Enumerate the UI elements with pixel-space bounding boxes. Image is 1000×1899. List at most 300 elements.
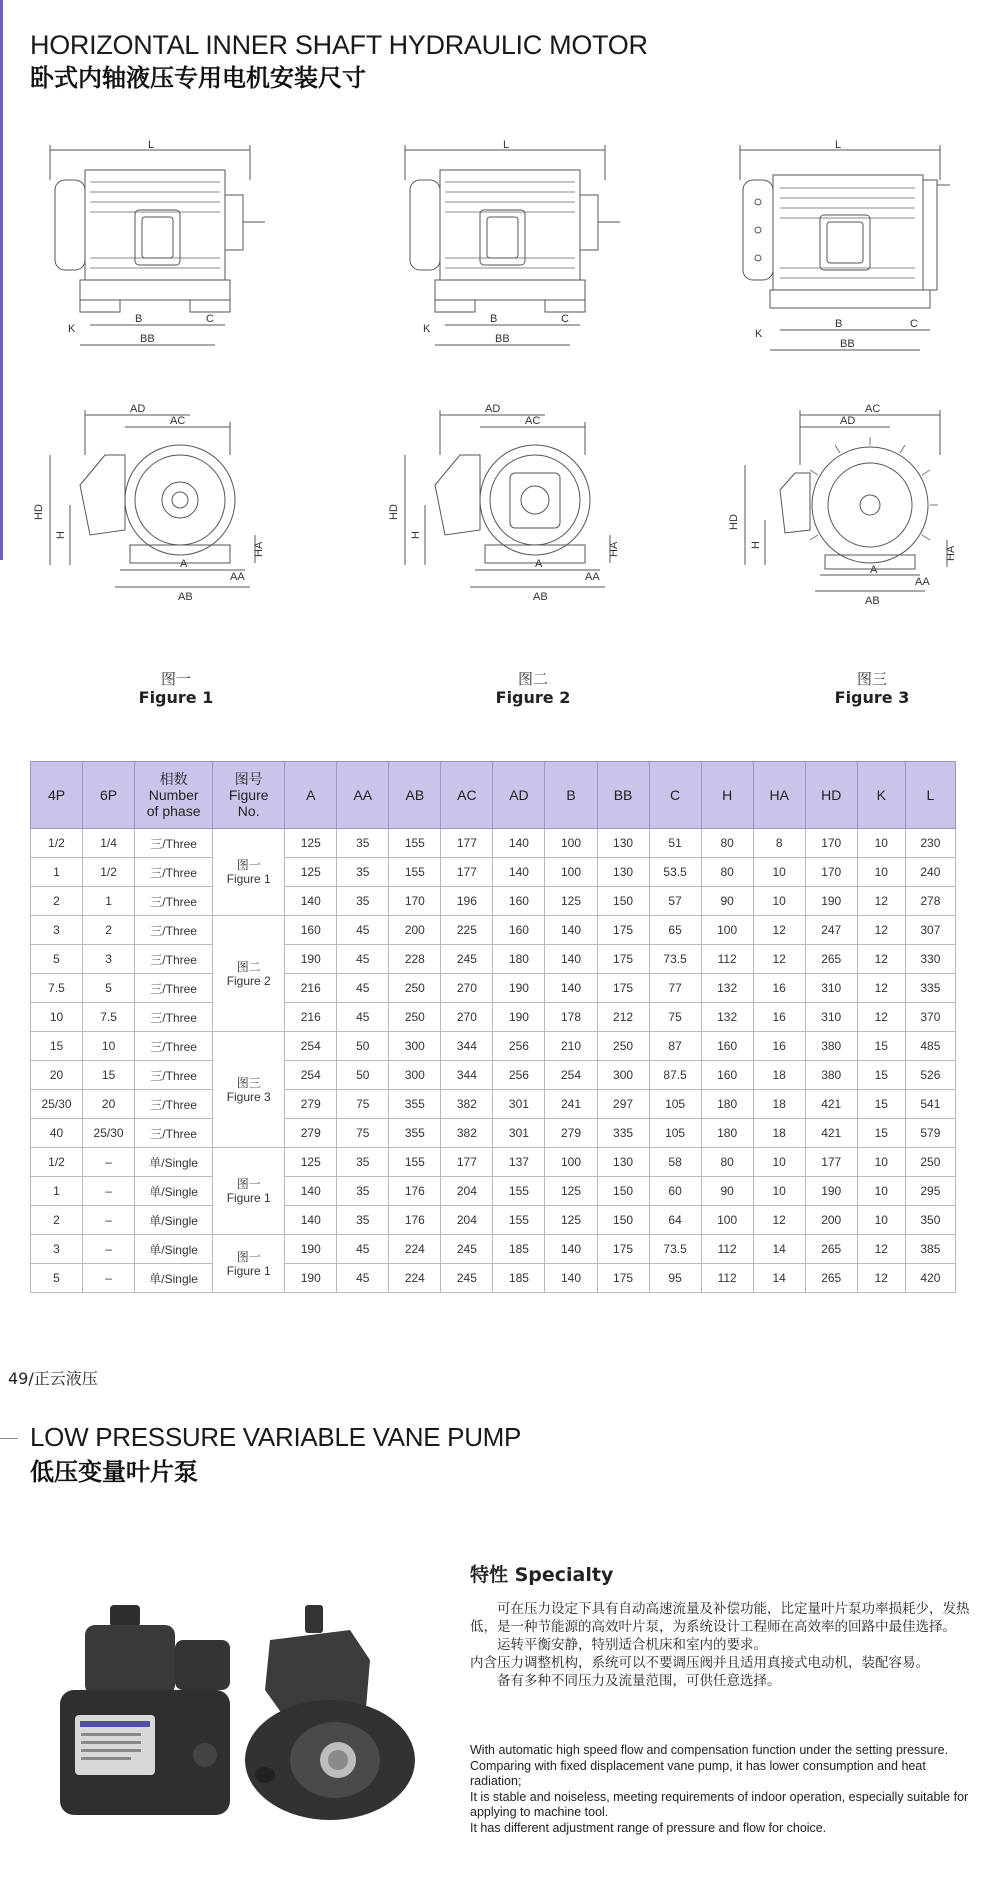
table-row: [31, 1206, 956, 1235]
table-row: [31, 1003, 956, 1032]
table-header-cell: K: [857, 762, 905, 829]
table-cell: 150: [597, 1206, 649, 1235]
table-header-cell: AD: [493, 762, 545, 829]
table-cell: 12: [857, 1003, 905, 1032]
table-cell: 137: [493, 1148, 545, 1177]
svg-text:C: C: [910, 318, 918, 330]
table-row: [31, 945, 956, 974]
table-cell: 87.5: [649, 1061, 701, 1090]
table-cell: 265: [805, 945, 857, 974]
table-cell: 50: [337, 1061, 389, 1090]
table-cell: 310: [805, 1003, 857, 1032]
svg-text:AD: AD: [840, 415, 856, 427]
table-cell: 175: [597, 1264, 649, 1293]
table-cell: 190: [493, 974, 545, 1003]
table-cell: 15: [857, 1119, 905, 1148]
svg-text:K: K: [68, 323, 76, 335]
table-cell: 185: [493, 1235, 545, 1264]
svg-text:B: B: [835, 318, 843, 330]
table-cell: 100: [545, 1148, 597, 1177]
table-cell: 190: [285, 945, 337, 974]
table-cell: 380: [805, 1032, 857, 1061]
table-cell: 三/Three: [135, 916, 213, 945]
table-cell: –: [83, 1177, 135, 1206]
table-header-cell: HD: [805, 762, 857, 829]
table-cell: 256: [493, 1061, 545, 1090]
table-header-cell: B: [545, 762, 597, 829]
table-cell: 三/Three: [135, 945, 213, 974]
table-cell: 三/Three: [135, 974, 213, 1003]
table-row: [31, 974, 956, 1003]
table-cell: 16: [753, 974, 805, 1003]
table-cell: 16: [753, 1003, 805, 1032]
table-header-cell: H: [701, 762, 753, 829]
table-cell: 45: [337, 1264, 389, 1293]
table-cell: 265: [805, 1235, 857, 1264]
table-cell: 125: [285, 829, 337, 858]
table-cell: 130: [597, 829, 649, 858]
svg-text:AA: AA: [585, 571, 600, 583]
table-cell: 12: [857, 887, 905, 916]
table-cell: 单/Single: [135, 1177, 213, 1206]
table-cell: 7.5: [83, 1003, 135, 1032]
table-cell: –: [83, 1264, 135, 1293]
table-cell: 18: [753, 1090, 805, 1119]
svg-text:AB: AB: [178, 591, 193, 603]
table-cell: 177: [441, 1148, 493, 1177]
table-cell: 155: [493, 1177, 545, 1206]
table-cell: 140: [285, 1206, 337, 1235]
specialty-title: 特性 Specialty: [470, 1564, 614, 1586]
en-paragraph: It has different adjustment range of pressure and flow for choice.: [470, 1820, 827, 1835]
table-cell: 177: [441, 858, 493, 887]
table-cell: 45: [337, 916, 389, 945]
table-cell: 420: [905, 1264, 955, 1293]
svg-text:AC: AC: [170, 415, 186, 427]
table-cell: 1: [31, 858, 83, 887]
table-cell: 73.5: [649, 1235, 701, 1264]
table-cell: 204: [441, 1206, 493, 1235]
table-cell: 140: [545, 916, 597, 945]
svg-text:B: B: [490, 313, 498, 325]
table-cell: 300: [389, 1061, 441, 1090]
table-cell: 5: [31, 1264, 83, 1293]
table-cell: 224: [389, 1264, 441, 1293]
table-cell: 12: [753, 1206, 805, 1235]
en-paragraph: With automatic high speed flow and compensation function under the setting pressure. Comparing with fixed displacement vane pump, it has lower consumption and heat radiation;: [470, 1743, 949, 1788]
table-cell: 单/Single: [135, 1235, 213, 1264]
table-cell: 10: [753, 1148, 805, 1177]
table-cell: 35: [337, 887, 389, 916]
table-cell: 212: [597, 1003, 649, 1032]
table-cell: 25/30: [83, 1119, 135, 1148]
svg-text:A: A: [180, 558, 188, 570]
svg-text:HD: HD: [388, 504, 400, 520]
svg-text:L: L: [503, 140, 510, 151]
figure-group-cell: 图二 Figure 2: [213, 916, 285, 1032]
table-cell: 125: [285, 858, 337, 887]
table-cell: 160: [701, 1061, 753, 1090]
svg-text:AD: AD: [485, 403, 501, 415]
svg-text:BB: BB: [140, 333, 155, 345]
table-cell: 75: [649, 1003, 701, 1032]
table-cell: 100: [701, 916, 753, 945]
table-cell: 190: [493, 1003, 545, 1032]
en-paragraph: It is stable and noiseless, meeting requirements of indoor operation, especially suitable for applying to machine tool.: [470, 1789, 969, 1819]
table-cell: 216: [285, 1003, 337, 1032]
table-cell: 15: [31, 1032, 83, 1061]
table-cell: 10: [857, 1206, 905, 1235]
cn-paragraph: 备有多种不同压力及流量范围，可供任意选择。: [470, 1673, 781, 1689]
svg-text:HA: HA: [253, 541, 265, 557]
table-cell: 单/Single: [135, 1206, 213, 1235]
table-cell: 185: [493, 1264, 545, 1293]
figure-group-cell: 图一 Figure 1: [213, 1235, 285, 1293]
table-cell: 265: [805, 1264, 857, 1293]
dimension-table: [30, 761, 956, 1293]
table-cell: 14: [753, 1235, 805, 1264]
table-cell: –: [83, 1206, 135, 1235]
svg-text:H: H: [410, 531, 422, 539]
table-cell: 57: [649, 887, 701, 916]
cn-paragraph: 可在压力设定下具有自动高速流量及补偿功能，比定量叶片泵功率损耗少，发热低，是一种节能源的高效叶片泵，为系统设计工程师在高效率的回路中最佳选择。: [470, 1601, 970, 1635]
table-cell: 15: [857, 1032, 905, 1061]
table-cell: 160: [701, 1032, 753, 1061]
table-cell: 三/Three: [135, 1032, 213, 1061]
table-cell: 245: [441, 945, 493, 974]
table-cell: 175: [597, 916, 649, 945]
table-cell: 204: [441, 1177, 493, 1206]
table-cell: 140: [545, 1235, 597, 1264]
table-cell: 140: [545, 945, 597, 974]
table-cell: 2: [31, 887, 83, 916]
figure-group-cell: 图三 Figure 3: [213, 1032, 285, 1148]
table-cell: 247: [805, 916, 857, 945]
table-row: [31, 887, 956, 916]
table-cell: 180: [701, 1090, 753, 1119]
table-cell: 190: [285, 1264, 337, 1293]
table-cell: 10: [857, 829, 905, 858]
table-cell: 344: [441, 1032, 493, 1061]
table-cell: 三/Three: [135, 887, 213, 916]
svg-text:HA: HA: [608, 541, 620, 557]
table-cell: 1/2: [31, 1148, 83, 1177]
figure3-label-cn: 图三: [856, 670, 887, 688]
table-cell: 297: [597, 1090, 649, 1119]
table-row: [31, 1090, 956, 1119]
table-cell: 100: [545, 858, 597, 887]
table-cell: 35: [337, 829, 389, 858]
table-row: [31, 1177, 956, 1206]
table-cell: 270: [441, 1003, 493, 1032]
svg-text:A: A: [535, 558, 543, 570]
svg-text:K: K: [423, 323, 431, 335]
table-cell: 三/Three: [135, 1090, 213, 1119]
table-cell: 15: [83, 1061, 135, 1090]
specialty-cn-text: [470, 1600, 978, 1690]
table-cell: 421: [805, 1090, 857, 1119]
cn-paragraph: 内含压力调整机构，系统可以不要调压阀并且适用真接式电动机，装配容易。: [470, 1655, 929, 1671]
svg-text:BB: BB: [495, 333, 510, 345]
table-cell: 200: [389, 916, 441, 945]
table-cell: 190: [805, 887, 857, 916]
table-cell: 7.5: [31, 974, 83, 1003]
table-cell: 300: [389, 1032, 441, 1061]
table-cell: 64: [649, 1206, 701, 1235]
table-cell: 65: [649, 916, 701, 945]
table-cell: 12: [753, 916, 805, 945]
table-cell: 301: [493, 1119, 545, 1148]
table-cell: 250: [905, 1148, 955, 1177]
section2-title-en: LOW PRESSURE VARIABLE VANE PUMP: [30, 1422, 522, 1452]
table-cell: 170: [805, 858, 857, 887]
table-cell: 130: [597, 858, 649, 887]
table-header-cell: BB: [597, 762, 649, 829]
table-cell: 40: [31, 1119, 83, 1148]
table-cell: 176: [389, 1177, 441, 1206]
table-cell: 80: [701, 1148, 753, 1177]
table-cell: 73.5: [649, 945, 701, 974]
svg-text:H: H: [750, 541, 762, 549]
table-cell: 132: [701, 1003, 753, 1032]
section-divider: [0, 1438, 18, 1439]
table-cell: 1/2: [31, 829, 83, 858]
svg-text:AB: AB: [533, 591, 548, 603]
table-row: [31, 1148, 956, 1177]
table-cell: 100: [701, 1206, 753, 1235]
table-cell: 12: [857, 1264, 905, 1293]
specialty-en-text: [470, 1743, 978, 1836]
table-cell: 350: [905, 1206, 955, 1235]
table-cell: 370: [905, 1003, 955, 1032]
table-cell: 80: [701, 858, 753, 887]
svg-text:L: L: [835, 140, 842, 151]
table-cell: 175: [597, 945, 649, 974]
table-cell: 5: [31, 945, 83, 974]
table-cell: 177: [805, 1148, 857, 1177]
table-cell: 300: [597, 1061, 649, 1090]
table-cell: 三/Three: [135, 1061, 213, 1090]
section-title-en: HORIZONTAL INNER SHAFT HYDRAULIC MOTOR: [30, 30, 648, 60]
table-row: [31, 1061, 956, 1090]
table-cell: 35: [337, 1206, 389, 1235]
figure2-front-view: [385, 395, 645, 625]
table-cell: 3: [31, 916, 83, 945]
svg-text:HA: HA: [945, 545, 957, 561]
table-cell: 25/30: [31, 1090, 83, 1119]
table-cell: 15: [857, 1090, 905, 1119]
table-cell: 140: [285, 1177, 337, 1206]
table-cell: 105: [649, 1090, 701, 1119]
table-cell: 45: [337, 1235, 389, 1264]
table-cell: 196: [441, 887, 493, 916]
table-cell: 224: [389, 1235, 441, 1264]
table-cell: 155: [493, 1206, 545, 1235]
figure1-side-view: [40, 140, 280, 360]
svg-text:AC: AC: [525, 415, 541, 427]
table-cell: 50: [337, 1032, 389, 1061]
table-cell: 2: [31, 1206, 83, 1235]
table-cell: 2: [83, 916, 135, 945]
svg-text:H: H: [55, 531, 67, 539]
table-cell: 279: [285, 1090, 337, 1119]
table-cell: 1: [31, 1177, 83, 1206]
table-cell: 250: [389, 1003, 441, 1032]
table-cell: 310: [805, 974, 857, 1003]
page-footer: 49/正云液压: [8, 1369, 98, 1388]
table-cell: 10: [857, 1148, 905, 1177]
table-cell: 130: [597, 1148, 649, 1177]
table-cell: 254: [285, 1061, 337, 1090]
svg-text:AA: AA: [230, 571, 245, 583]
table-header-cell: 相数 Number of phase: [135, 762, 213, 829]
table-cell: 80: [701, 829, 753, 858]
figure2-side-view: [395, 140, 635, 360]
table-cell: 15: [857, 1061, 905, 1090]
table-row: [31, 829, 956, 858]
table-cell: –: [83, 1148, 135, 1177]
table-cell: 140: [545, 1264, 597, 1293]
figure3-front-view: [725, 395, 975, 625]
table-cell: 279: [285, 1119, 337, 1148]
table-cell: 175: [597, 974, 649, 1003]
table-header-cell: AB: [389, 762, 441, 829]
svg-text:C: C: [561, 313, 569, 325]
table-cell: 10: [857, 1177, 905, 1206]
table-cell: 140: [545, 974, 597, 1003]
table-cell: 105: [649, 1119, 701, 1148]
table-cell: 1/2: [83, 858, 135, 887]
svg-text:AC: AC: [865, 403, 881, 415]
table-cell: 10: [83, 1032, 135, 1061]
table-cell: 18: [753, 1119, 805, 1148]
table-cell: 579: [905, 1119, 955, 1148]
svg-text:HD: HD: [33, 504, 45, 520]
table-row: [31, 1264, 956, 1293]
svg-text:AD: AD: [130, 403, 146, 415]
table-cell: 12: [753, 945, 805, 974]
table-cell: 112: [701, 1235, 753, 1264]
table-cell: 125: [545, 1177, 597, 1206]
table-cell: 87: [649, 1032, 701, 1061]
table-cell: 51: [649, 829, 701, 858]
table-cell: 132: [701, 974, 753, 1003]
table-cell: 35: [337, 1148, 389, 1177]
table-cell: 245: [441, 1264, 493, 1293]
table-cell: 75: [337, 1119, 389, 1148]
table-cell: 10: [857, 858, 905, 887]
table-row: [31, 1235, 956, 1264]
figure1-label-en: Figure 1: [138, 688, 214, 707]
svg-text:K: K: [755, 328, 763, 340]
table-cell: 190: [805, 1177, 857, 1206]
table-cell: 3: [83, 945, 135, 974]
table-cell: 176: [389, 1206, 441, 1235]
table-cell: 三/Three: [135, 1119, 213, 1148]
table-cell: 5: [83, 974, 135, 1003]
table-cell: 160: [493, 916, 545, 945]
table-cell: 225: [441, 916, 493, 945]
table-header-cell: C: [649, 762, 701, 829]
table-cell: 355: [389, 1119, 441, 1148]
vane-pump-front-image: [55, 1595, 255, 1825]
figure1-front-view: [30, 395, 290, 625]
table-cell: 335: [905, 974, 955, 1003]
figure3-label-en: Figure 3: [834, 688, 910, 707]
table-cell: 45: [337, 1003, 389, 1032]
table-header-cell: AA: [337, 762, 389, 829]
table-cell: 45: [337, 945, 389, 974]
table-cell: 190: [285, 1235, 337, 1264]
table-cell: 279: [545, 1119, 597, 1148]
table-cell: 210: [545, 1032, 597, 1061]
table-cell: 155: [389, 829, 441, 858]
table-cell: 240: [905, 858, 955, 887]
table-cell: 8: [753, 829, 805, 858]
table-cell: 216: [285, 974, 337, 1003]
svg-text:AA: AA: [915, 576, 930, 588]
table-cell: 10: [753, 1177, 805, 1206]
table-cell: 301: [493, 1090, 545, 1119]
svg-text:L: L: [148, 140, 155, 151]
table-cell: 16: [753, 1032, 805, 1061]
svg-text:C: C: [206, 313, 214, 325]
table-cell: 380: [805, 1061, 857, 1090]
table-cell: 256: [493, 1032, 545, 1061]
table-cell: 254: [545, 1061, 597, 1090]
table-cell: 12: [857, 916, 905, 945]
figure3-side-view: [735, 140, 965, 360]
table-cell: 10: [31, 1003, 83, 1032]
table-cell: 160: [285, 916, 337, 945]
table-header-cell: A: [285, 762, 337, 829]
svg-text:A: A: [870, 564, 878, 576]
left-accent-bar: [0, 0, 3, 560]
table-cell: 12: [857, 974, 905, 1003]
table-header-cell: AC: [441, 762, 493, 829]
table-cell: 180: [701, 1119, 753, 1148]
table-cell: 125: [545, 887, 597, 916]
table-cell: 170: [805, 829, 857, 858]
table-cell: 385: [905, 1235, 955, 1264]
section-title-cn: 卧式内轴液压专用电机安装尺寸: [30, 64, 366, 92]
table-cell: 12: [857, 945, 905, 974]
table-cell: 155: [389, 858, 441, 887]
table-cell: 307: [905, 916, 955, 945]
table-cell: 100: [545, 829, 597, 858]
table-cell: 140: [285, 887, 337, 916]
table-cell: 112: [701, 1264, 753, 1293]
table-cell: 112: [701, 945, 753, 974]
table-cell: 90: [701, 1177, 753, 1206]
table-header-cell: L: [905, 762, 955, 829]
table-cell: 330: [905, 945, 955, 974]
table-cell: 单/Single: [135, 1264, 213, 1293]
table-cell: 60: [649, 1177, 701, 1206]
table-cell: 241: [545, 1090, 597, 1119]
section2-title-cn: 低压变量叶片泵: [30, 1458, 198, 1486]
figure-group-cell: 图一 Figure 1: [213, 829, 285, 916]
table-row: [31, 1119, 956, 1148]
table-cell: 3: [31, 1235, 83, 1264]
table-cell: 150: [597, 887, 649, 916]
table-cell: 344: [441, 1061, 493, 1090]
table-body: [31, 829, 956, 1293]
table-cell: 200: [805, 1206, 857, 1235]
table-cell: 1/4: [83, 829, 135, 858]
table-cell: 125: [285, 1148, 337, 1177]
table-cell: 75: [337, 1090, 389, 1119]
